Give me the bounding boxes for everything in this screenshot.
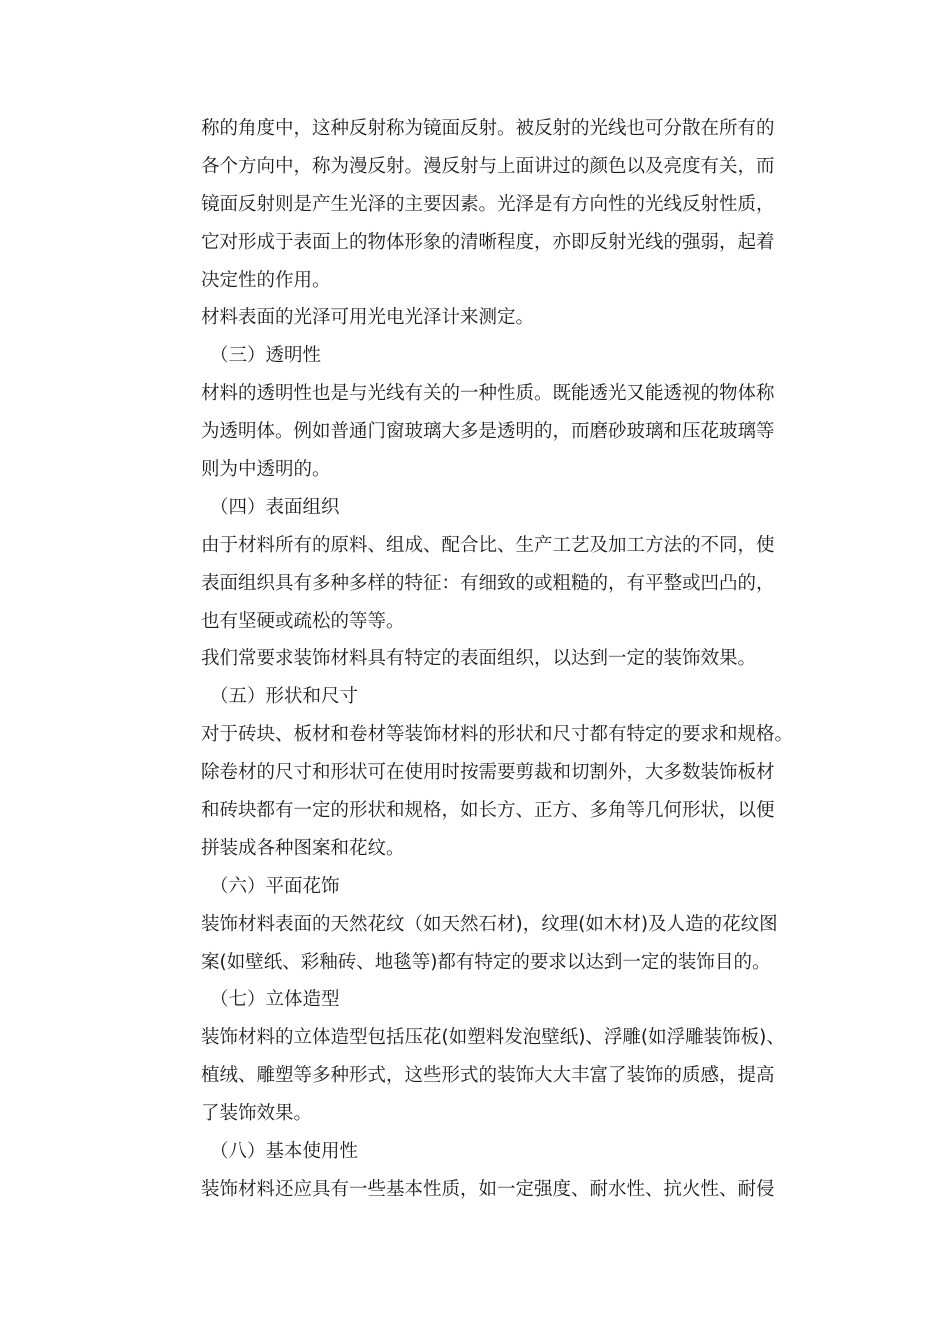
paragraph-line: 了装饰效果。	[201, 1103, 313, 1125]
paragraph-line: 对于砖块、板材和卷材等装饰材料的形状和尺寸都有特定的要求和规格。	[201, 724, 794, 746]
paragraph-line: 和砖块都有一定的形状和规格，如长方、正方、多角等几何形状，以便	[201, 800, 775, 822]
section-heading: （五）形状和尺寸	[210, 686, 359, 708]
paragraph-line: 装饰材料还应具有一些基本性质，如一定强度、耐水性、抗火性、耐侵	[201, 1178, 775, 1200]
paragraph-line: 由于材料所有的原料、组成、配合比、生产工艺及加工方法的不同，使	[201, 534, 775, 556]
paragraph-line: 也有坚硬或疏松的等等。	[201, 610, 405, 632]
paragraph-line: 材料表面的光泽可用光电光泽计来测定。	[201, 307, 535, 329]
paragraph-line: 装饰材料表面的天然花纹（如天然石材)，纹理(如木材)及人造的花纹图	[201, 913, 778, 935]
paragraph-line: 为透明体。例如普通门窗玻璃大多是透明的，而磨砂玻璃和压花玻璃等	[201, 421, 775, 443]
paragraph-line: 则为中透明的。	[201, 459, 331, 481]
paragraph-line: 案(如壁纸、彩釉砖、地毯等)都有特定的要求以达到一定的装饰目的。	[201, 951, 771, 973]
paragraph-line: 除卷材的尺寸和形状可在使用时按需要剪裁和切割外，大多数装饰板材	[201, 762, 775, 784]
section-heading: （七）立体造型	[210, 989, 340, 1011]
paragraph-line: 镜面反射则是产生光泽的主要因素。光泽是有方向性的光线反射性质，	[201, 193, 775, 215]
paragraph-line: 植绒、雕塑等多种形式，这些形式的装饰大大丰富了装饰的质感，提高	[201, 1065, 775, 1087]
paragraph-line: 我们常要求装饰材料具有特定的表面组织，以达到一定的装饰效果。	[201, 648, 757, 670]
paragraph-line: 称的角度中，这种反射称为镜面反射。被反射的光线也可分散在所有的	[201, 118, 775, 139]
paragraph-line: 表面组织具有多种多样的特征：有细致的或粗糙的，有平整或凹凸的，	[201, 572, 775, 594]
paragraph-line: 各个方向中，称为漫反射。漫反射与上面讲过的颜色以及亮度有关，而	[201, 155, 775, 177]
section-heading: （六）平面花饰	[210, 875, 340, 897]
section-heading: （三）透明性	[210, 345, 322, 367]
document-body	[201, 110, 821, 1209]
paragraph-line: 材料的透明性也是与光线有关的一种性质。既能透光又能透视的物体称	[201, 383, 775, 405]
paragraph-line: 决定性的作用。	[201, 269, 331, 291]
paragraph-line: 拼装成各种图案和花纹。	[201, 837, 405, 859]
paragraph-line: 装饰材料的立体造型包括压花(如塑料发泡壁纸)、浮雕(如浮雕装饰板)、	[201, 1027, 785, 1049]
paragraph-line: 它对形成于表面上的物体形象的清晰程度，亦即反射光线的强弱，起着	[201, 231, 775, 253]
section-heading: （八）基本使用性	[210, 1141, 359, 1163]
section-heading: （四）表面组织	[210, 496, 340, 518]
